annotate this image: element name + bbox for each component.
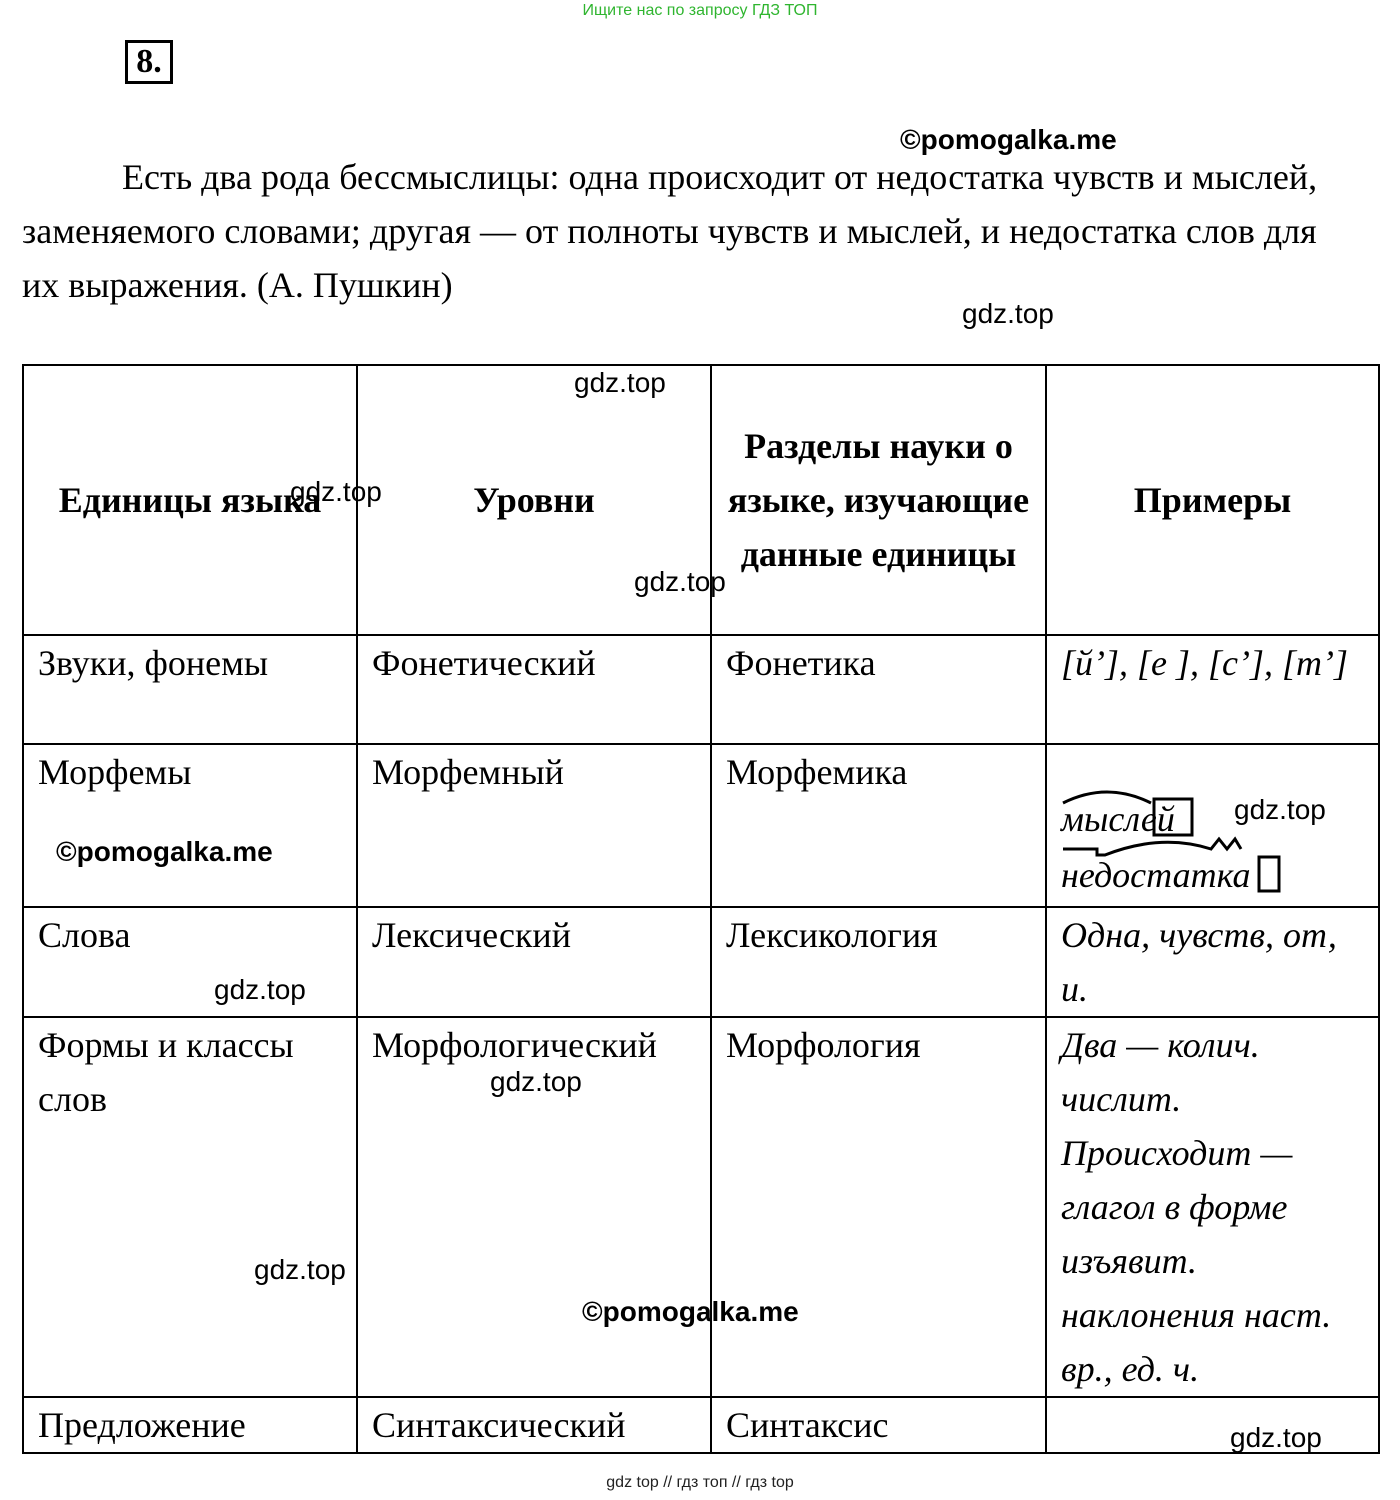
cell-unit: Слова <box>23 907 357 1017</box>
cell-level: Морфологический <box>357 1017 711 1397</box>
cell-science: Фонетика <box>711 635 1046 744</box>
cell-science: Морфология <box>711 1017 1046 1397</box>
watermark-gdz: gdz.top <box>214 974 306 1005</box>
watermark-gdz: gdz.top <box>962 298 1054 329</box>
task-number: 8. <box>125 40 173 84</box>
footer-links: gdz top // гдз топ // гдз top <box>606 1474 794 1491</box>
cell-example: Одна, чувств, от, и. <box>1046 907 1379 1017</box>
watermark-pomogalka: ©pomogalka.me <box>56 836 273 867</box>
header-sciences: Разделы науки о языке, изучающие данные единицы <box>711 365 1046 635</box>
header-examples: Примеры <box>1046 365 1379 635</box>
cell-example: [й’], [е ], [с’], [т’] <box>1046 635 1379 744</box>
quote-paragraph: Есть два рода бессмыслицы: одна происходит от недостатка чувств и мыслей, заменяемого словами; другая — от полноты чувств и мыслей, и недостатка слов для их выражения. (А. Пушкин) <box>22 157 1318 305</box>
cell-science: Синтаксис <box>711 1397 1046 1453</box>
cell-unit: Формы и классы слов <box>23 1017 357 1397</box>
table-row <box>23 1017 1379 1397</box>
cell-level: Фонетический <box>357 635 711 744</box>
header-units: Единицы языка <box>23 365 357 635</box>
morpheme-word-1: мыслей <box>1061 799 1175 839</box>
table-row <box>23 744 1379 907</box>
top-banner: Ищите нас по запросу ГДЗ ТОП <box>582 2 818 19</box>
header-levels: Уровни <box>357 365 711 635</box>
table-row <box>23 1397 1379 1453</box>
watermark-pomogalka: ©pomogalka.me <box>900 124 1117 155</box>
cell-example <box>1046 744 1379 907</box>
watermark-gdz: gdz.top <box>1234 794 1326 825</box>
watermark-gdz: gdz.top <box>290 476 382 507</box>
cell-unit: Морфемы <box>23 744 357 907</box>
watermark-pomogalka: ©pomogalka.me <box>582 1296 799 1327</box>
cell-science: Лексикология <box>711 907 1046 1017</box>
watermark-gdz: gdz.top <box>574 367 666 398</box>
cell-level: Лексический <box>357 907 711 1017</box>
cell-example: Два — колич. числит. Происходит — глагол в форме изъявит. наклонения наст. вр., ед. ч. <box>1046 1017 1379 1397</box>
cell-level: Морфемный <box>357 744 711 907</box>
cell-unit: Предложение <box>23 1397 357 1453</box>
cell-science: Морфемика <box>711 744 1046 907</box>
language-units-table <box>22 364 1380 1454</box>
table-row <box>23 635 1379 744</box>
watermark-gdz: gdz.top <box>490 1066 582 1097</box>
cell-example <box>1046 1397 1379 1453</box>
cell-level: Синтаксический <box>357 1397 711 1453</box>
morpheme-word-2: недостатка <box>1061 855 1251 895</box>
watermark-gdz: gdz.top <box>634 566 726 597</box>
watermark-gdz: gdz.top <box>1230 1422 1322 1453</box>
cell-unit: Звуки, фонемы <box>23 635 357 744</box>
watermark-gdz: gdz.top <box>254 1254 346 1285</box>
